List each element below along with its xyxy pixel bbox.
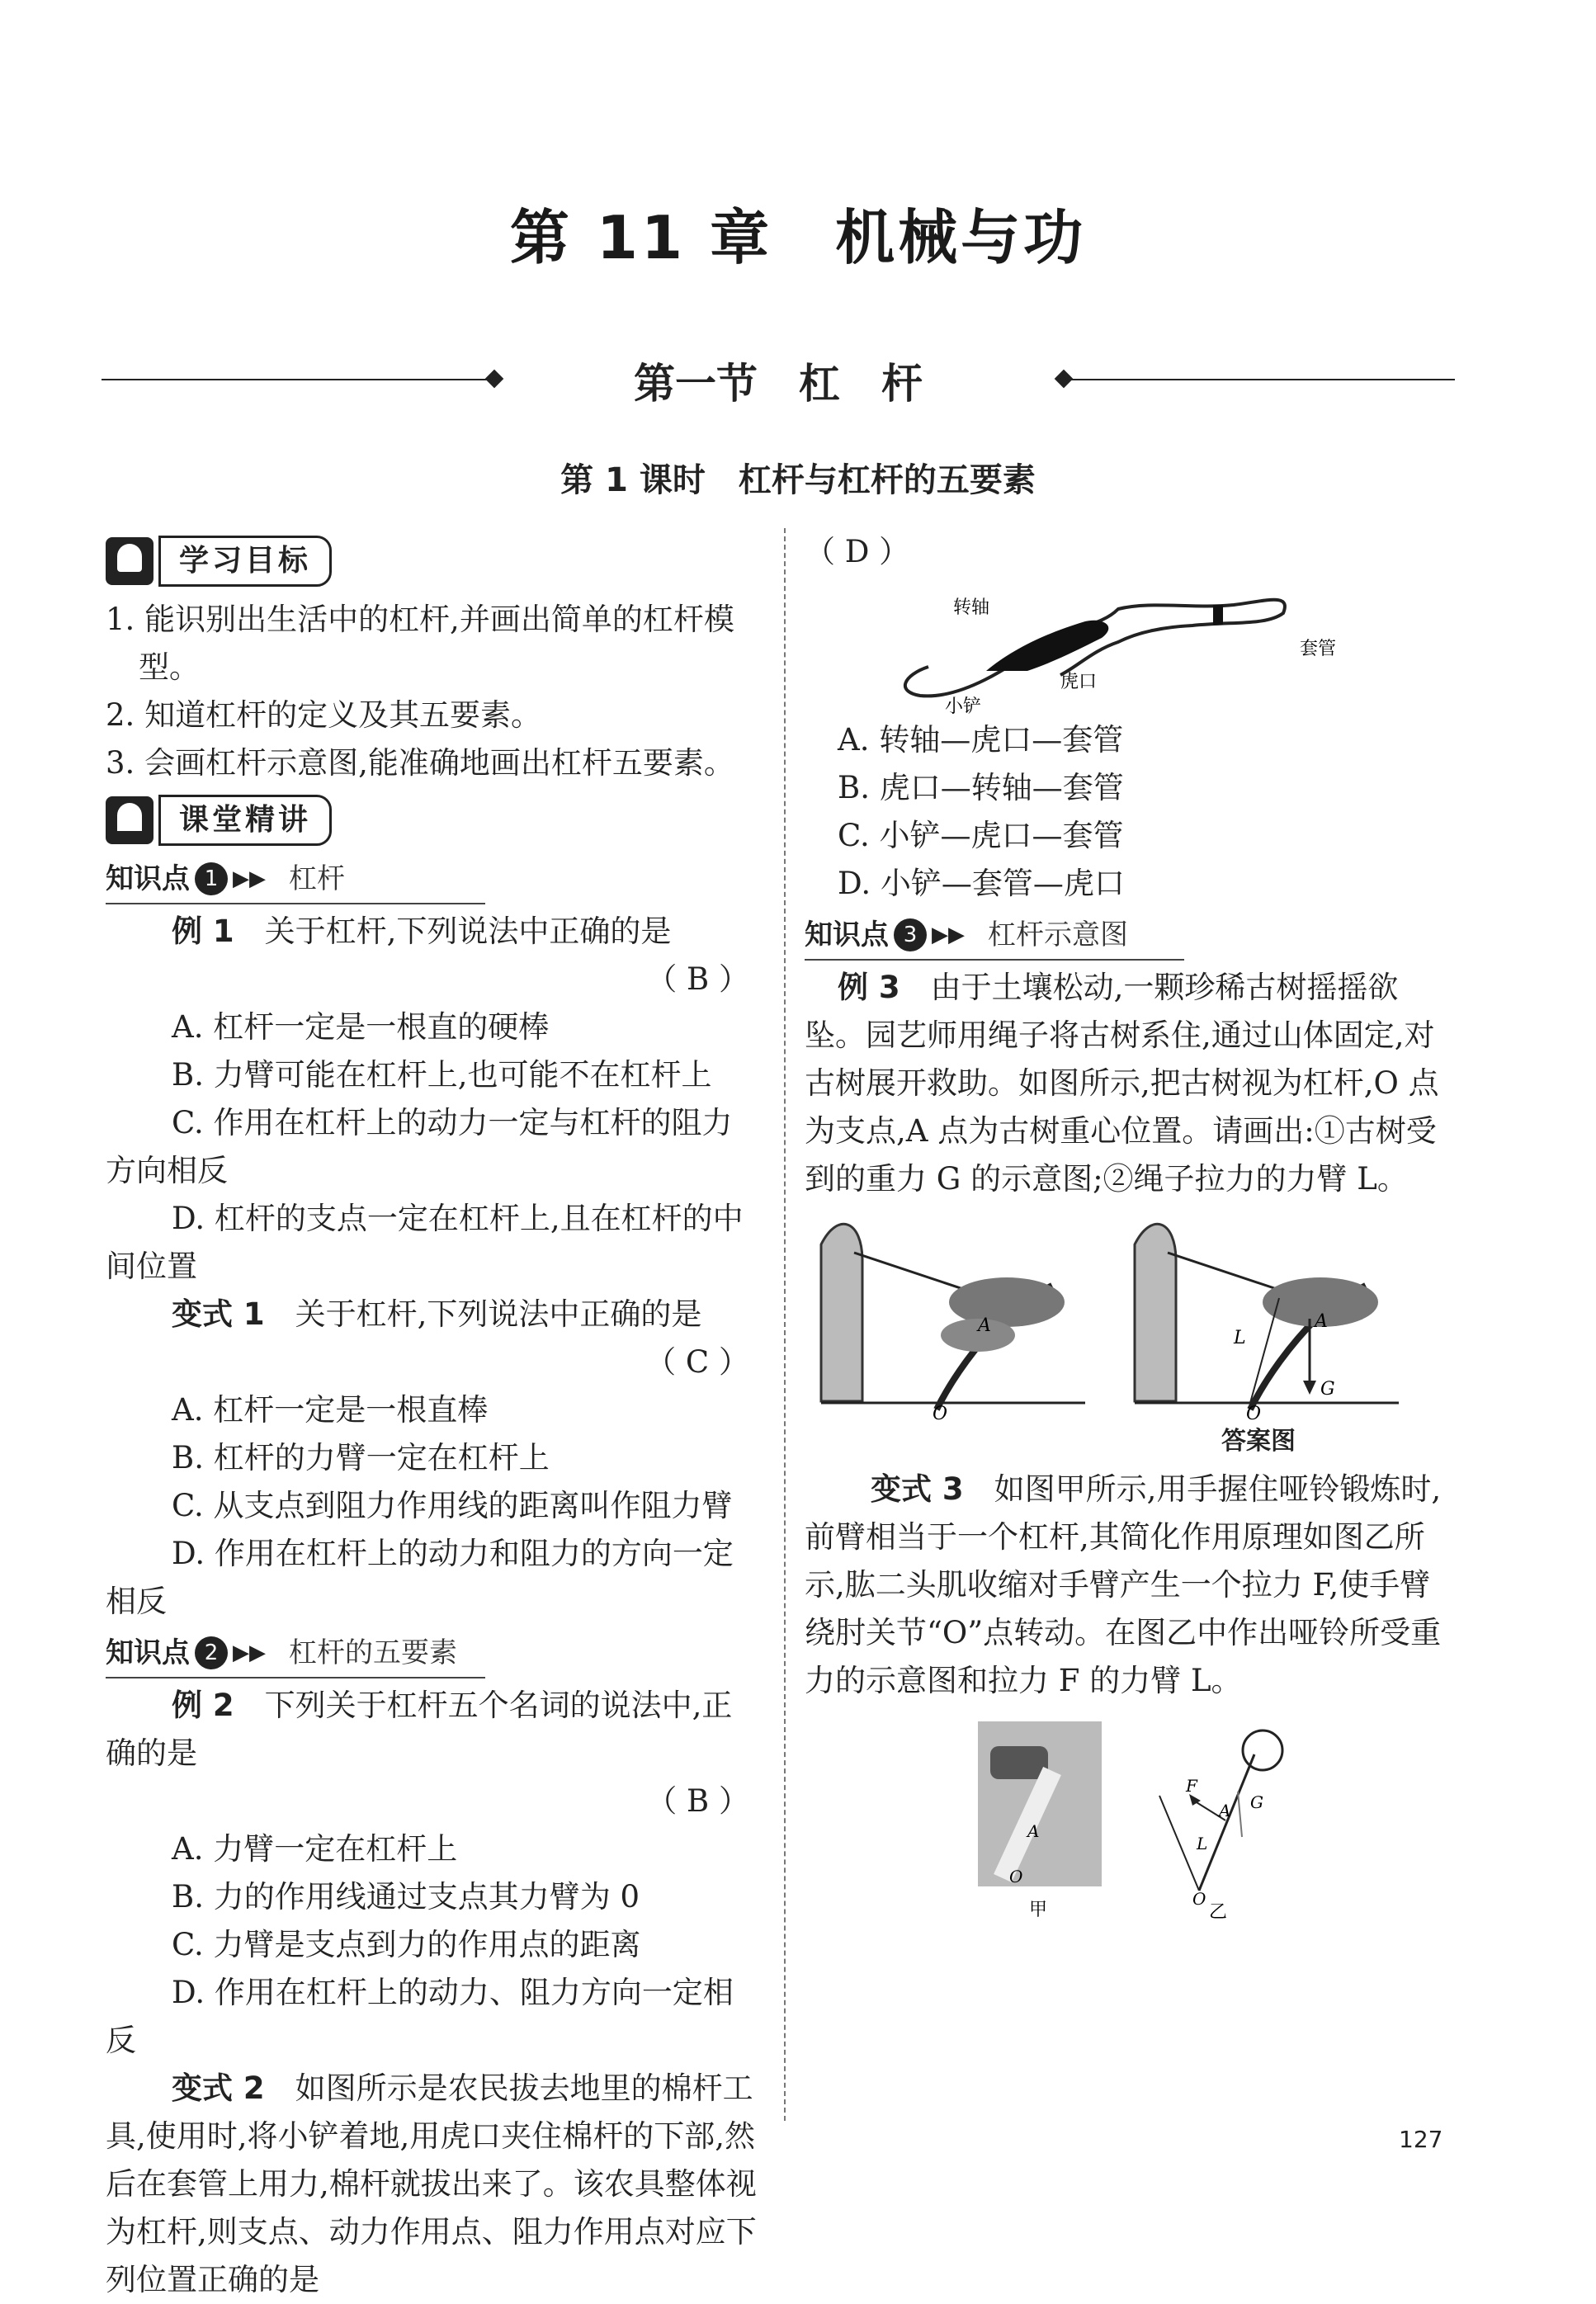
label-o: O	[1246, 1404, 1262, 1424]
label-a: A	[1315, 1311, 1328, 1332]
label-o: O	[1009, 1867, 1023, 1886]
label-shovel: 小铲	[945, 696, 982, 717]
variant-1-stem: 变式 1 关于杠杆,下列说法中正确的是	[172, 1296, 702, 1332]
section-title: 第一节 杠 杆	[634, 360, 923, 408]
option: C. 力臂是支点到力的作用点的距离	[172, 1927, 641, 1962]
option: C. 小铲—虎口—套管	[838, 818, 1124, 853]
option: A. 杠杆一定是一根直的硬棒	[172, 1009, 550, 1045]
double-arrow-icon: ▶▶	[233, 1641, 266, 1665]
kp-number: 3	[894, 918, 927, 951]
label-o: O	[1192, 1889, 1206, 1909]
label-sleeve: 套管	[1300, 639, 1337, 659]
variant-1-answer: （ C ）	[645, 1344, 749, 1380]
goal-item: 3. 会画杠杆示意图,能准确地画出杠杆五要素。	[106, 745, 734, 781]
variant-3-stem: 变式 3 如图甲所示,用手握住哑铃锻炼时,前臂相当于一个杠杆,其简化作用原理如图乙所示,肱二头肌收缩对手臂产生一个拉力 F,使手臂绕肘关节“O”点转动。在图乙中作出哑铃所受重力的示意图和拉力 F 的力臂 L。	[805, 1471, 1442, 1698]
goals-badge	[106, 535, 758, 588]
option: B. 杠杆的力臂一定在杠杆上	[172, 1440, 550, 1475]
option: C. 从支点到阻力作用线的距离叫作阻力臂	[172, 1488, 733, 1523]
kp-title: 杠杆	[289, 862, 345, 895]
column-divider	[784, 528, 786, 2121]
label-a: A	[978, 1315, 991, 1336]
student-icon	[106, 537, 153, 585]
option: D. 作用在杠杆上的动力和阻力的方向一定相反	[106, 1536, 734, 1619]
section-header	[102, 351, 1455, 408]
chapter-title: 第 11 章 机械与功	[509, 203, 1087, 272]
kp-title: 杠杆的五要素	[289, 1636, 457, 1669]
option: D. 作用在杠杆上的动力、阻力方向一定相反	[106, 1975, 734, 2058]
example-2-answer: （ B ）	[646, 1783, 749, 1819]
tree-answer	[1135, 1224, 1399, 1424]
caption-yi: 乙	[1209, 1902, 1228, 1923]
option: B. 力的作用线通过支点其力臂为 0	[172, 1879, 640, 1914]
example-2-stem: 例 2 下列关于杠杆五个名词的说法中,正确的是	[106, 1688, 733, 1771]
double-arrow-icon: ▶▶	[932, 923, 965, 947]
kp-label: 知识点	[106, 1636, 190, 1669]
knowledge-point-3	[805, 911, 1184, 961]
example-1-answer: （ B ）	[646, 961, 749, 997]
dumbbell-figure	[805, 1713, 1457, 1923]
kp-number: 2	[195, 1636, 228, 1669]
label-g: G	[1320, 1379, 1335, 1400]
right-column	[805, 528, 1457, 1923]
label-axis: 转轴	[953, 597, 990, 618]
double-arrow-icon: ▶▶	[233, 866, 266, 891]
kp-label: 知识点	[106, 862, 190, 895]
variant-2-answer: （ D ）	[805, 534, 910, 569]
lesson-title: 第 1 课时 杠杆与杠杆的五要素	[560, 461, 1036, 499]
option: D. 小铲—套管—虎口	[838, 866, 1125, 901]
answer-figure-caption: 答案图	[1221, 1427, 1296, 1456]
goal-item: 2. 知道杠杆的定义及其五要素。	[106, 697, 542, 733]
option: B. 力臂可能在杠杆上,也可能不在杠杆上	[172, 1057, 712, 1093]
lecture-badge	[106, 794, 758, 847]
label-a: A	[1219, 1801, 1231, 1820]
knowledge-point-2	[106, 1629, 485, 1678]
caption-jia: 甲	[1029, 1900, 1048, 1920]
label-a: A	[1027, 1821, 1040, 1841]
label-o: O	[933, 1404, 948, 1424]
label-l: L	[1197, 1834, 1208, 1853]
tree-original	[821, 1224, 1085, 1424]
page-number: 127	[1399, 2126, 1443, 2153]
knowledge-point-1	[106, 855, 485, 904]
option: D. 杠杆的支点一定在杠杆上,且在杠杆的中间位置	[106, 1201, 744, 1284]
label-g: G	[1250, 1792, 1263, 1812]
option: A. 转轴—虎口—套管	[838, 722, 1124, 758]
example-1-stem: 例 1 关于杠杆,下列说法中正确的是	[172, 914, 672, 949]
lecture-badge-label: 课堂精讲	[158, 795, 332, 846]
cotton-puller-figure	[805, 576, 1457, 716]
label-l: L	[1234, 1328, 1246, 1348]
label-mouth: 虎口	[1060, 672, 1098, 692]
left-column	[106, 528, 758, 2297]
goals-badge-label: 学习目标	[158, 536, 332, 587]
option: A. 杠杆一定是一根直棒	[172, 1392, 489, 1428]
option: A. 力臂一定在杠杆上	[172, 1831, 458, 1867]
kp-title: 杠杆示意图	[988, 918, 1128, 951]
variant-2-stem: 变式 2 如图所示是农民拔去地里的棉杆工具,使用时,将小铲着地,用虎口夹住棉杆的下部,然后在套管上用力,棉杆就拔出来了。该农具整体视为杠杆,则支点、动力作用点、阻力作用点对应下列位置正确的是	[106, 2070, 757, 2297]
goal-item: 1. 能识别出生活中的杠杆,并画出简单的杠杆模型。	[106, 602, 734, 685]
option: C. 作用在杠杆上的动力一定与杠杆的阻力方向相反	[106, 1105, 733, 1188]
label-f: F	[1186, 1776, 1197, 1796]
kp-label: 知识点	[805, 918, 889, 951]
ancient-tree-figure	[805, 1211, 1457, 1424]
pencil-icon	[106, 796, 153, 844]
option: B. 虎口—转轴—套管	[838, 770, 1124, 805]
example-3-stem: 例 3 由于土壤松动,一颗珍稀古树摇摇欲坠。园艺师用绳子将古树系住,通过山体固定,对古树展开救助。如图所示,把古树视为杠杆,O 点为支点,A 点为古树重心位置。请画出:①古树受到的重力 G 的示意图;②绳子拉力的力臂 L。	[805, 970, 1439, 1197]
kp-number: 1	[195, 862, 228, 895]
